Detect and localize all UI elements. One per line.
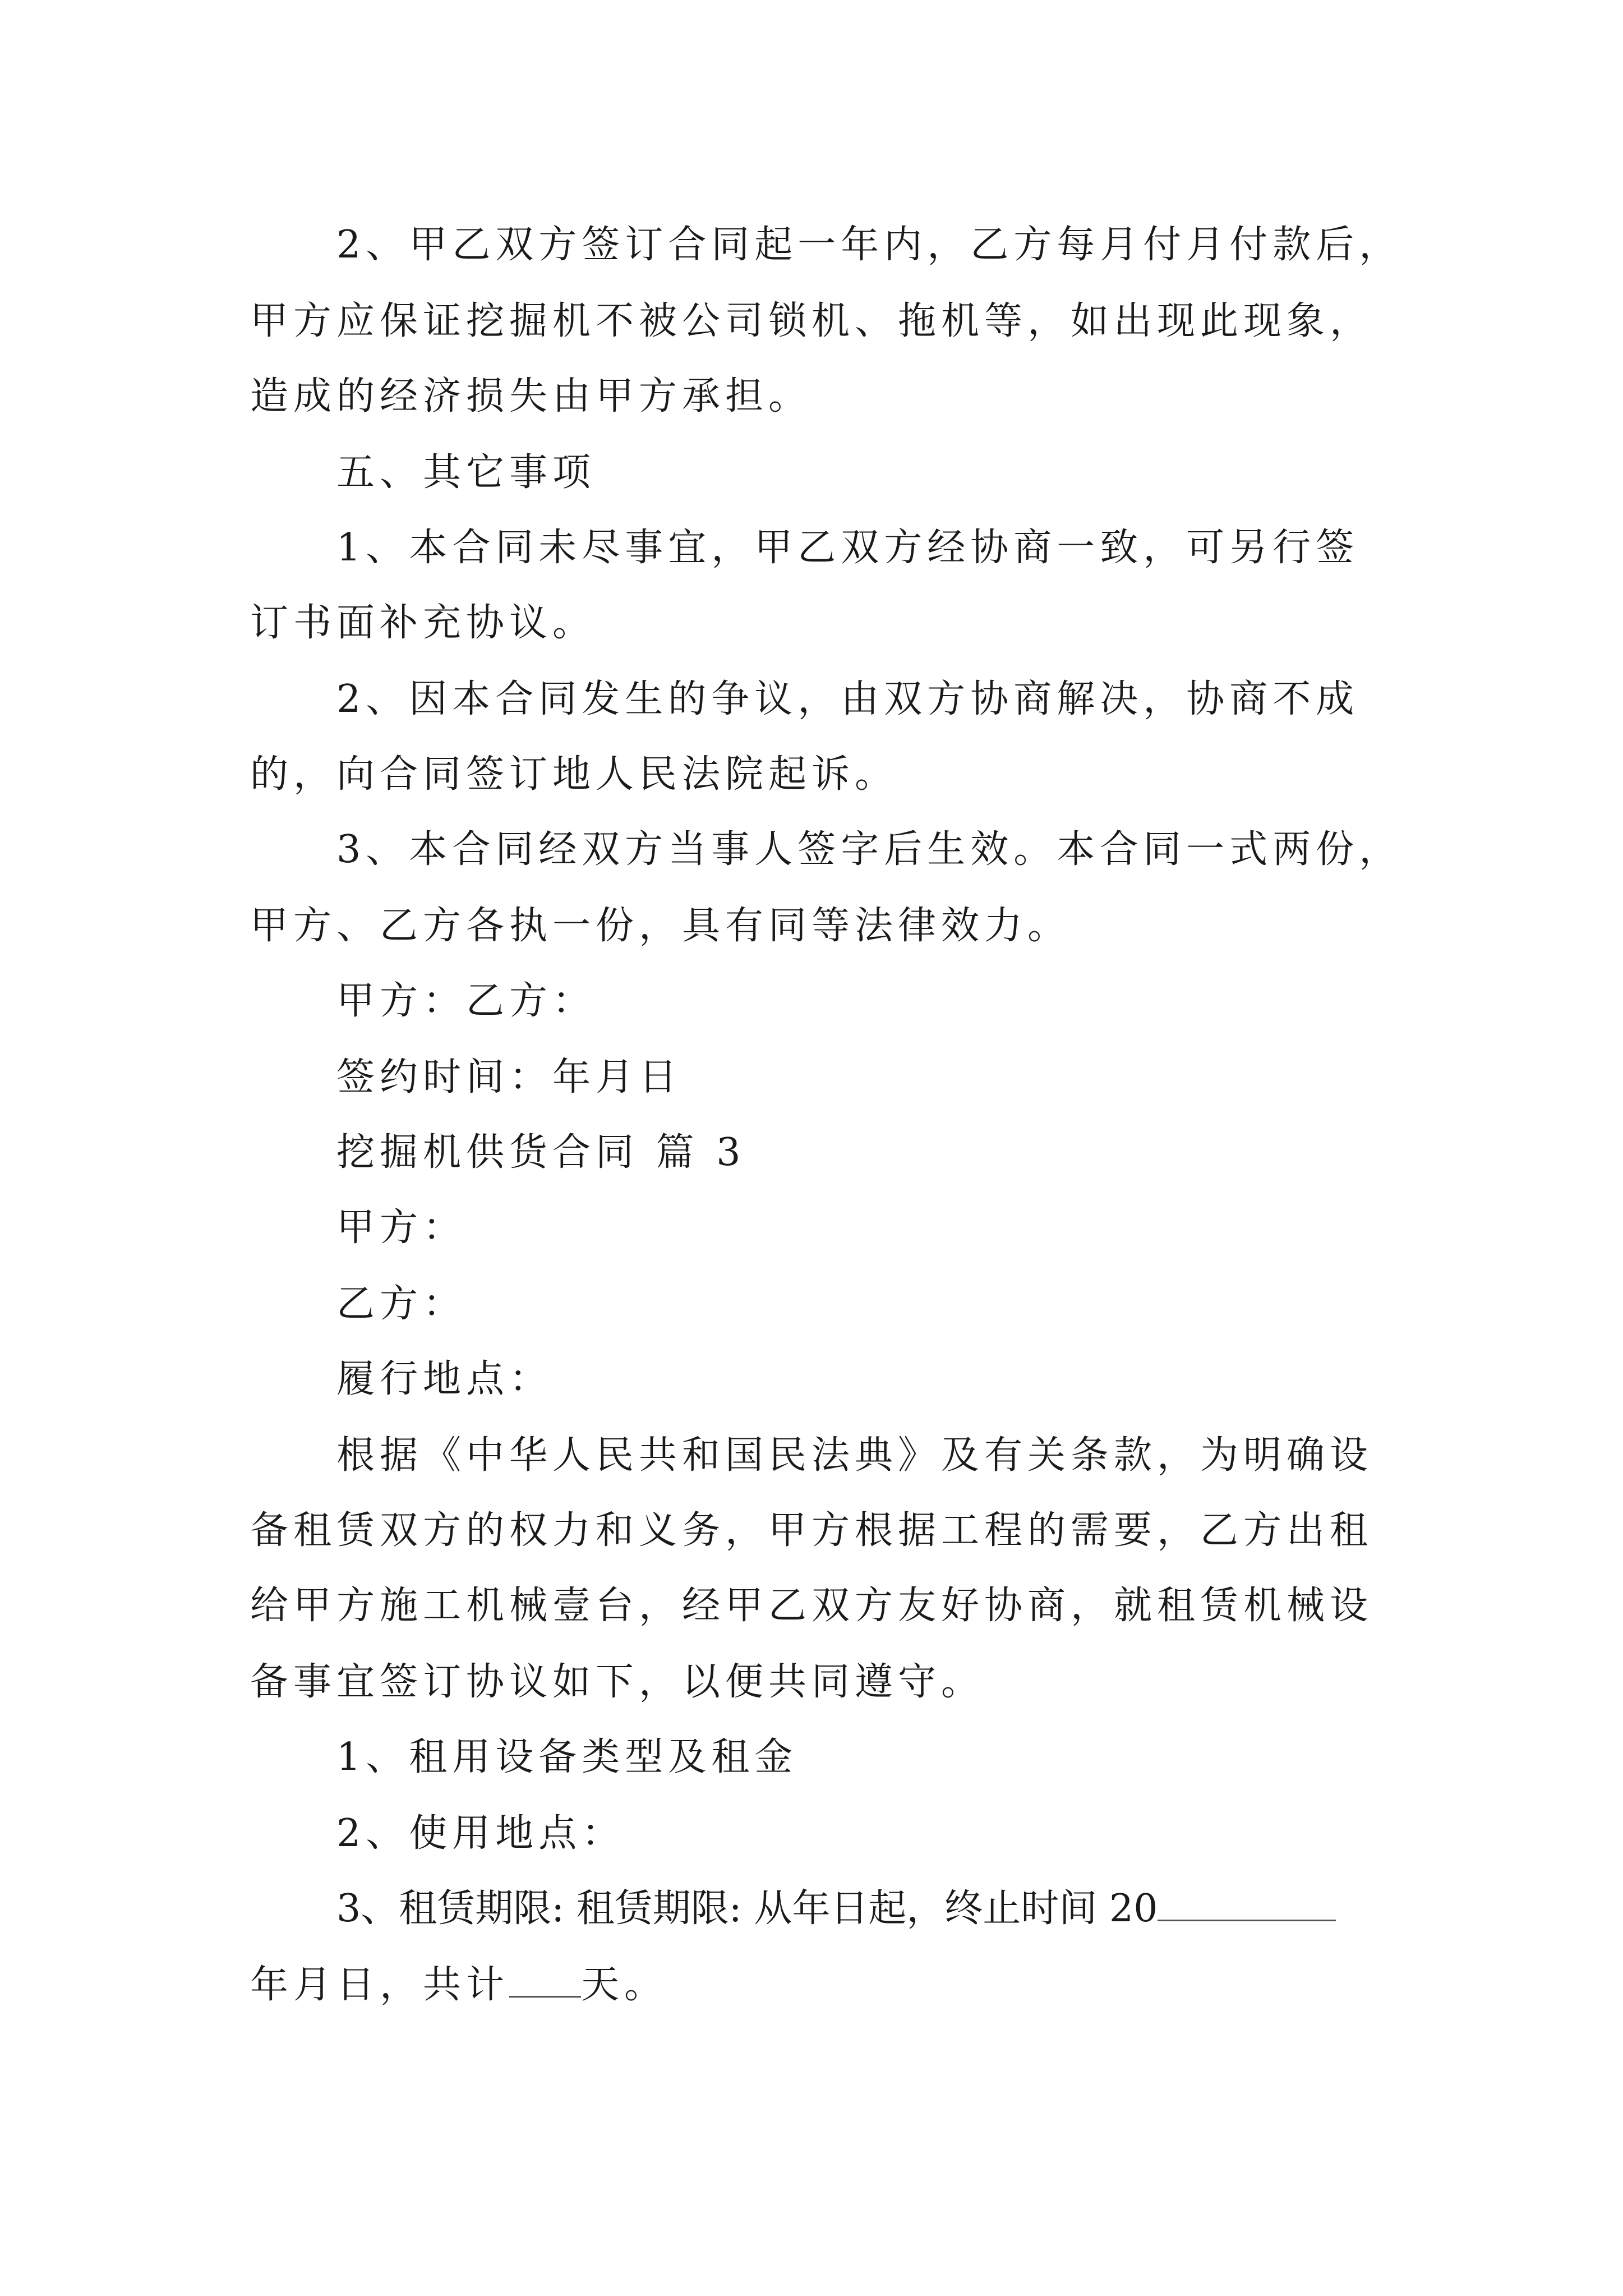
place-label: 履行地点： xyxy=(336,1357,553,1401)
paragraph-line: 造成的经济损失由甲方承担。 xyxy=(250,374,812,418)
paragraph-line: 备租赁双方的权力和义务，甲方根据工程的需要，乙方出租 xyxy=(250,1508,1373,1553)
party-a-label: 甲方： xyxy=(336,1205,467,1250)
signing-date: 签约时间：年月日 xyxy=(336,1055,683,1099)
paragraph-line: 备事宜签订协议如下，以便共同遵守。 xyxy=(250,1660,985,1704)
list-item: 2、使用地点： xyxy=(336,1811,625,1856)
list-item: 1、租用设备类型及租金 xyxy=(336,1735,798,1779)
paragraph-line: 甲方应保证挖掘机不被公司锁机、拖机等，如出现此现象， xyxy=(250,299,1373,343)
paragraph-line: 订书面补充协议。 xyxy=(250,601,596,645)
paragraph-line: 1、本合同未尽事宜，甲乙双方经协商一致，可另行签 xyxy=(336,526,1359,570)
contract-title: 挖掘机供货合同 篇 3 xyxy=(336,1130,746,1175)
fill-in-blank xyxy=(1158,1885,1336,1921)
paragraph-line: 2、因本合同发生的争议，由双方协商解决，协商不成 xyxy=(336,677,1359,721)
fill-in-blank xyxy=(509,1961,581,1998)
paragraph-line: 给甲方施工机械壹台，经甲乙双方友好协商，就租赁机械设 xyxy=(250,1584,1373,1628)
party-b-label: 乙方： xyxy=(336,1282,467,1326)
signature-parties: 甲方：乙方： xyxy=(336,979,596,1023)
paragraph-line: 2、甲乙双方签订合同起一年内，乙方每月付月付款后， xyxy=(336,223,1403,267)
lease-days-text: 天。 xyxy=(581,1963,668,2007)
paragraph-line xyxy=(250,1960,667,2010)
paragraph-line: 甲方、乙方各执一份，具有同等法律效力。 xyxy=(250,904,1071,948)
paragraph-line: 3、本合同经双方当事人签字后生效。本合同一式两份， xyxy=(336,827,1403,872)
paragraph-line: 的，向合同签订地人民法院起诉。 xyxy=(250,752,898,797)
list-item xyxy=(336,1884,1336,1934)
section-heading: 五、其它事项 xyxy=(336,450,596,495)
lease-date-text: 年月日，共计 xyxy=(250,1963,510,2007)
lease-term-text: 3、租赁期限: 租赁期限: 从年日起，终止时间 20 xyxy=(336,1887,1158,1931)
paragraph-line: 根据《中华人民共和国民法典》及有关条款，为明确设 xyxy=(336,1433,1373,1478)
